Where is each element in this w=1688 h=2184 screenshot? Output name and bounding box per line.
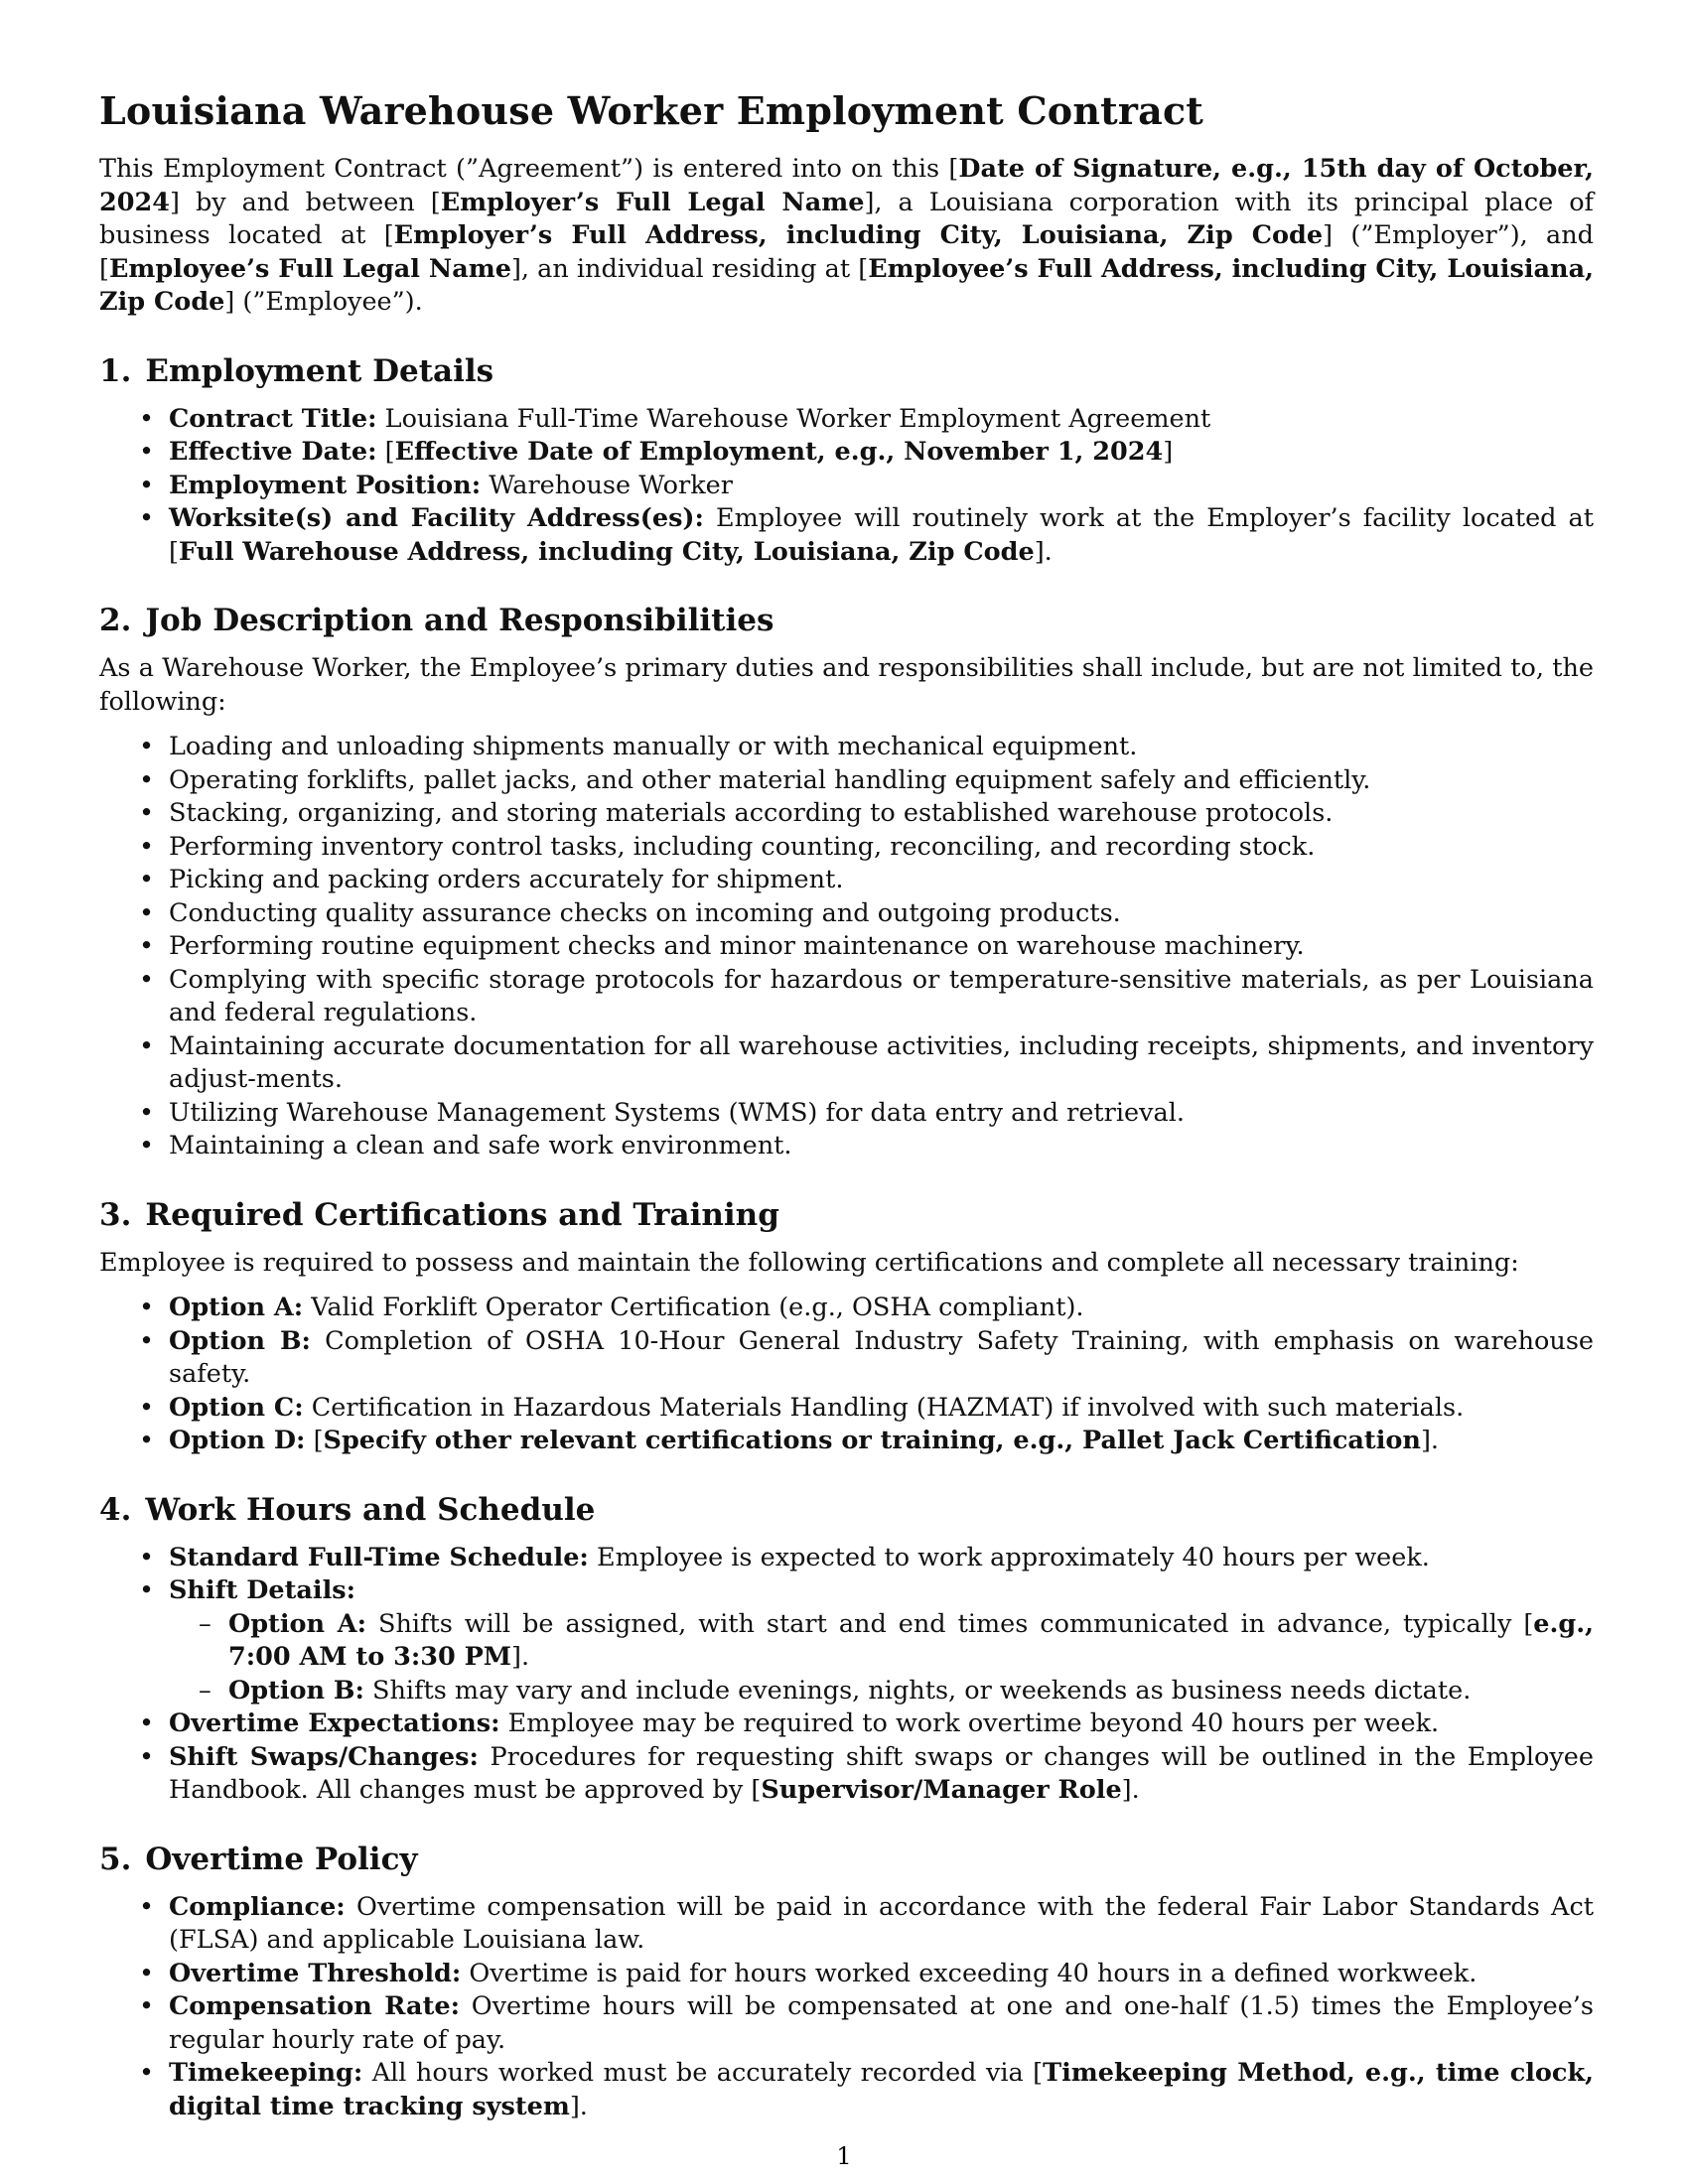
item-placeholder: Full Warehouse Address, including City, Louisiana, Zip Code [178,536,1035,567]
list-item: • Maintaining accurate documentation for all warehouse activities, including receipts, shipments, and inventory adjust-ments. [99,1030,1594,1097]
list-item [99,1741,1594,1808]
list-item: • Loading and unloading shipments manually or with mechanical equipment. [99,731,1594,764]
section-heading-certifications [99,1195,1594,1235]
intro-text: ] (”Employer”), and [ [99,220,1595,284]
item-text: ] [1163,437,1174,467]
list-item: • Stacking, organizing, and storing materials according to established warehouse protocols. [99,797,1594,831]
section-title: Job Description and Responsibilities [145,603,774,638]
item-text: ]. [511,1642,530,1672]
overtime-policy-list [99,1891,1594,2124]
list-item: • Complying with specific storage protocols for hazardous or temperature-sensitive materials, as per Louisiana and federal regulations. [99,964,1594,1030]
section-number: 4. [99,1491,132,1528]
item-label: Overtime Threshold: [169,1958,462,1988]
list-item [99,2057,1594,2123]
list-item [99,403,1594,437]
list-item: • Performing routine equipment checks and minor maintenance on warehouse machinery. [99,930,1594,964]
item-label: Overtime Expectations: [169,1708,500,1738]
intro-text: ] (”Employee”). [224,287,423,317]
list-item: • Performing inventory control tasks, including counting, reconciling, and recording stock. [99,831,1594,865]
list-item: • Utilizing Warehouse Management Systems (WMS) for data entry and retrieval. [99,1097,1594,1131]
item-text: ]. [1034,536,1053,567]
item-label: Standard Full-Time Schedule: [169,1542,589,1572]
employer-address-placeholder: Employer’s Full Address, including City, Louisiana, Zip Code [393,220,1324,250]
item-label: Option C: [169,1392,304,1423]
item-label: Effective Date: [169,437,377,467]
item-label: Option D: [169,1426,306,1455]
item-placeholder: e.g., 7:00 AM to 3:30 PM [228,1608,1594,1672]
responsibilities-list [99,731,1594,1163]
employment-details-list [99,403,1594,570]
item-text: ]. [1121,1775,1140,1805]
section-number: 2. [99,603,132,638]
item-label: Option A: [228,1608,367,1639]
item-label: Compliance: [169,1891,346,1922]
item-label: Shift Details: [169,1575,356,1605]
item-text: Warehouse Worker [481,470,733,500]
item-text: Employee may be required to work overtime beyond 40 hours per week. [499,1708,1440,1738]
employer-name-placeholder: Employer’s Full Legal Name [440,187,865,217]
list-item [99,1707,1594,1741]
item-label: Option B: [169,1325,311,1356]
section-lead: As a Warehouse Worker, the Employee’s primary duties and responsibilities shall include, but are not limited to, the following: [99,653,1594,717]
item-text: Employee will routinely work at the Employer’s facility located at [ [169,503,1594,567]
employee-address-placeholder: Employee’s Full Address, including City, Louisiana, Zip Code [99,253,1594,317]
item-text: ]. [569,2091,588,2121]
document-title: Louisiana Warehouse Worker Employment Contract [99,88,1204,133]
list-item [99,1958,1594,1991]
item-label: Compensation Rate: [169,1991,460,2021]
item-text: ]. [1420,1426,1440,1455]
item-label: Contract Title: [169,403,377,434]
page-number: 1 [836,2142,852,2170]
item-text: [ [376,437,395,467]
item-placeholder: Effective Date of Employment, e.g., November 1, 2024 [394,437,1164,467]
list-item [99,1574,1594,1707]
item-placeholder: Specify other relevant certifications or training, e.g., Pallet Jack Certification [323,1426,1421,1455]
intro-text: ], an individual residing at [ [510,253,869,284]
section-title: Work Hours and Schedule [145,1491,596,1528]
list-item [99,436,1594,470]
section-heading-job-description [99,601,1594,640]
list-item [99,1325,1594,1392]
list-item: • Operating forklifts, pallet jacks, and other material handling equipment safely and efficiently. [99,764,1594,798]
list-item [99,1425,1594,1458]
sub-list-item [169,1608,1594,1675]
list-item: • Conducting quality assurance checks on incoming and outgoing products. [99,897,1594,931]
section-heading-overtime-policy [99,1840,1594,1879]
item-text: Shifts will be assigned, with start and end times communicated in advance, typically [ [366,1608,1534,1639]
list-item: • Picking and packing orders accurately for shipment. [99,864,1594,897]
item-text: All hours worked must be accurately recorded via [ [362,2058,1044,2088]
list-item [99,1990,1594,2057]
section-number: 5. [99,1841,132,1877]
list-item [99,1392,1594,1426]
sub-list-item [169,1675,1594,1708]
item-text: Employee is expected to work approximately 40 hours per week. [588,1542,1430,1572]
date-placeholder: Date of Signature, e.g., 15th day of October, 2024 [99,154,1594,217]
employee-name-placeholder: Employee’s Full Legal Name [108,253,511,284]
item-label: Shift Swaps/Changes: [169,1741,479,1772]
section-heading-employment-details [99,351,1594,391]
intro-text: ] by and between [ [169,187,441,217]
shift-options-list [169,1608,1594,1708]
item-placeholder: Timekeeping Method, e.g., time clock, digital time tracking system [169,2058,1594,2121]
section-title: Overtime Policy [145,1841,418,1877]
section-number: 1. [99,352,132,389]
list-item [99,502,1594,569]
item-label: Timekeeping: [169,2058,363,2088]
list-item [99,1292,1594,1325]
list-item: • Maintaining a clean and safe work environment. [99,1130,1594,1163]
section-heading-work-hours [99,1490,1594,1530]
section-title: Required Certifications and Training [145,1196,779,1233]
item-text: Procedures for requesting shift swaps or changes will be outlined in the Employee Handbook. All changes must be approved by [ [169,1741,1594,1805]
item-text: Overtime compensation will be paid in accordance with the federal Fair Labor Standards Act (FLSA) and applicable Louisiana law. [169,1891,1594,1955]
item-label: Employment Position: [169,470,482,500]
section-number: 3. [99,1196,132,1233]
item-label: Worksite(s) and Facility Address(es): [169,503,704,533]
intro-text: This Employment Contract (”Agreement”) is entered into on this [ [99,154,959,184]
item-text: [ [305,1426,324,1455]
list-item [99,1891,1594,1958]
work-hours-list [99,1542,1594,1808]
item-text: Valid Forklift Operator Certification (e.g., OSHA compliant). [303,1293,1084,1322]
list-item [99,470,1594,503]
list-item [99,1542,1594,1575]
item-text: Louisiana Full-Time Warehouse Worker Employment Agreement [376,403,1211,434]
section-lead: Employee is required to possess and maintain the following certifications and complete all necessary training: [99,1247,1519,1278]
item-text: Overtime hours will be compensated at one and one-half (1.5) times the Employee’s regular hourly rate of pay. [169,1991,1594,2055]
item-text: Overtime is paid for hours worked exceeding 40 hours in a defined workweek. [461,1958,1477,1988]
item-text: Completion of OSHA 10-Hour General Industry Safety Training, with emphasis on warehouse safety. [169,1325,1595,1389]
item-placeholder: Supervisor/Manager Role [761,1775,1122,1805]
intro-paragraph [99,153,1594,320]
item-text: Shifts may vary and include evenings, nights, or weekends as business needs dictate. [363,1675,1472,1706]
section-title: Employment Details [145,352,494,389]
item-text: Certification in Hazardous Materials Handling (HAZMAT) if involved with such materials. [303,1392,1465,1423]
certifications-list [99,1292,1594,1458]
contract-page [99,77,1594,2123]
item-label: Option B: [228,1675,364,1706]
intro-text: ], a Louisiana corporation with its principal place of business located at [ [99,187,1594,250]
item-label: Option A: [169,1293,304,1322]
